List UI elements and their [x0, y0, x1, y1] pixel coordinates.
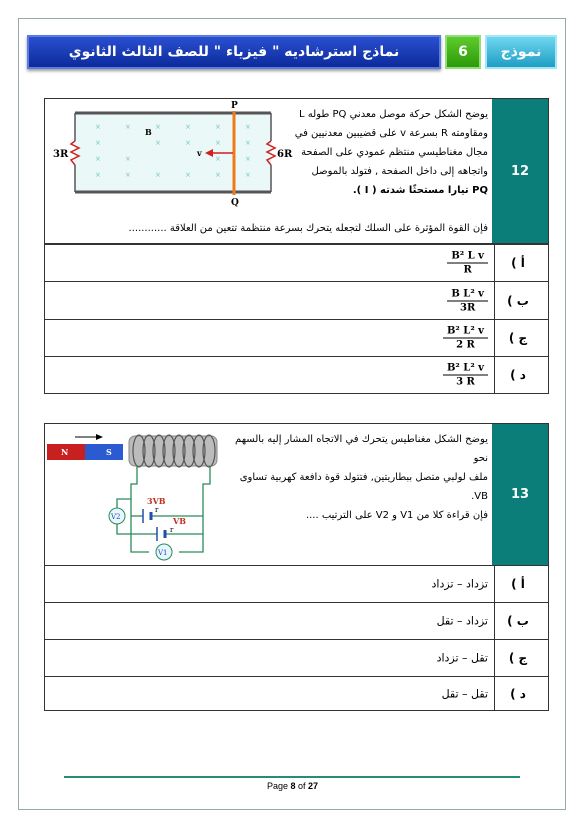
- q12-option-d[interactable]: [44, 356, 549, 394]
- footer-divider: [64, 776, 520, 778]
- svg-text:×: ×: [245, 139, 251, 147]
- question-13-figure: [47, 424, 222, 564]
- question-12-prompt: فإن القوة المؤثرة على السلك لتجعله يتحرك بسرعة منتظمة تتعين من العلاقة ............: [128, 223, 488, 234]
- option-formula: $\frac{\text{B² L² v}}{3 R}$: [443, 362, 488, 389]
- option-formula: $\frac{\text{B² L² v}}{2 R}$: [443, 325, 488, 352]
- page-footer: [0, 781, 585, 791]
- option-letter: د ): [510, 686, 526, 701]
- q13-option-d[interactable]: [44, 676, 549, 711]
- svg-text:×: ×: [125, 171, 131, 179]
- model-label: نموذج: [485, 35, 557, 69]
- model-number: 6: [445, 35, 481, 69]
- footer-page-number: 8: [290, 781, 296, 791]
- label-r-upper: r: [155, 506, 159, 514]
- question-13-box: [44, 423, 549, 566]
- label-p: P: [231, 101, 238, 111]
- label-r-lower: r: [170, 526, 174, 534]
- q13-option-b[interactable]: [44, 602, 549, 640]
- svg-text:×: ×: [185, 123, 191, 131]
- svg-text:×: ×: [245, 123, 251, 131]
- option-text: تزداد – تقل: [436, 614, 488, 628]
- label-b: B: [145, 127, 152, 137]
- q12-line-4: واتجاهه إلى داخل الصفحة , فتولد بالموصل: [311, 166, 488, 177]
- option-letter: د ): [510, 368, 526, 382]
- label-v1: V1: [158, 549, 168, 557]
- q12-option-c[interactable]: [44, 319, 549, 357]
- q12-line-3: مجال مغناطيسي منتظم عمودي على الصفحة: [301, 147, 488, 158]
- question-12-text: [288, 105, 488, 200]
- svg-text:×: ×: [155, 171, 161, 179]
- q13-option-a[interactable]: [44, 565, 549, 603]
- option-letter: أ ): [511, 577, 525, 591]
- q13-line-3: فإن قراءة كلا من V1 و V2 على الترتيب ....: [305, 510, 488, 521]
- option-letter: ج ): [508, 651, 528, 665]
- svg-text:×: ×: [155, 123, 161, 131]
- option-text: تقل – تزداد: [436, 651, 488, 665]
- svg-text:×: ×: [185, 139, 191, 147]
- option-formula: $\frac{\text{B² L v}}{R}$: [447, 250, 488, 277]
- option-letter: ب ): [507, 293, 529, 308]
- svg-text:×: ×: [215, 171, 221, 179]
- svg-text:×: ×: [95, 139, 101, 147]
- footer-of: of: [295, 781, 309, 791]
- svg-text:×: ×: [215, 123, 221, 131]
- magnet-south: [85, 444, 123, 460]
- option-letter: أ ): [511, 256, 525, 270]
- page-header: [27, 35, 557, 69]
- option-formula: $\frac{\text{B L² v}}{3R}$: [447, 287, 488, 314]
- label-v2: V2: [111, 513, 121, 521]
- q13-line-1: يوضح الشكل مغناطيس يتحرك في الاتجاه المشار إليه بالسهم نحو: [235, 434, 488, 464]
- option-text: تزداد – تزداد: [431, 577, 488, 591]
- svg-text:×: ×: [95, 171, 101, 179]
- label-3r: 3R: [53, 149, 69, 160]
- option-text: تقل – تقل: [441, 687, 488, 700]
- footer-prefix: Page: [266, 781, 291, 791]
- q12-line-5: PQ تيارا مستحثًا شدته ( I ).: [352, 185, 488, 196]
- svg-text:×: ×: [125, 155, 131, 163]
- svg-text:×: ×: [215, 155, 221, 163]
- q13-line-2: ملف لولبي متصل ببطاريتين, فتتولد قوة دافعة كهربية تساوى VB.: [239, 472, 488, 502]
- footer-total-pages: 27: [308, 781, 319, 791]
- svg-text:×: ×: [125, 123, 131, 131]
- label-3vb: 3VB: [147, 496, 166, 506]
- q12-line-1: يوضح الشكل حركة موصل معدني PQ طوله L: [299, 109, 488, 120]
- svg-text:×: ×: [245, 155, 251, 163]
- svg-text:×: ×: [155, 139, 161, 147]
- question-12-number: 12: [492, 99, 548, 243]
- circuit-wires: [117, 466, 210, 552]
- option-letter: ج ): [508, 331, 528, 345]
- label-v: v: [197, 148, 202, 158]
- svg-text:×: ×: [215, 139, 221, 147]
- label-6r: 6R: [277, 149, 293, 160]
- svg-text:×: ×: [95, 123, 101, 131]
- svg-text:×: ×: [245, 171, 251, 179]
- question-13-number: 13: [492, 424, 548, 565]
- svg-text:×: ×: [185, 171, 191, 179]
- header-title: نماذج استرشاديه " فيزياء " للصف الثالث الثانوي: [68, 44, 400, 60]
- q12-line-2: ومقاومته R بسرعة v على قضيبين معدنيين في: [294, 128, 488, 139]
- q13-option-c[interactable]: [44, 639, 549, 677]
- label-vb: VB: [173, 516, 186, 526]
- question-13-text: [223, 430, 488, 525]
- label-s: S: [106, 447, 112, 457]
- label-n: N: [61, 447, 69, 457]
- header-title-bar: [27, 35, 441, 69]
- option-letter: ب ): [507, 614, 529, 628]
- q12-option-a[interactable]: [44, 244, 549, 282]
- question-12-box: [44, 98, 549, 244]
- svg-text:×: ×: [95, 155, 101, 163]
- label-q: Q: [231, 198, 239, 208]
- question-12-figure: [53, 99, 293, 208]
- q12-option-b[interactable]: [44, 281, 549, 320]
